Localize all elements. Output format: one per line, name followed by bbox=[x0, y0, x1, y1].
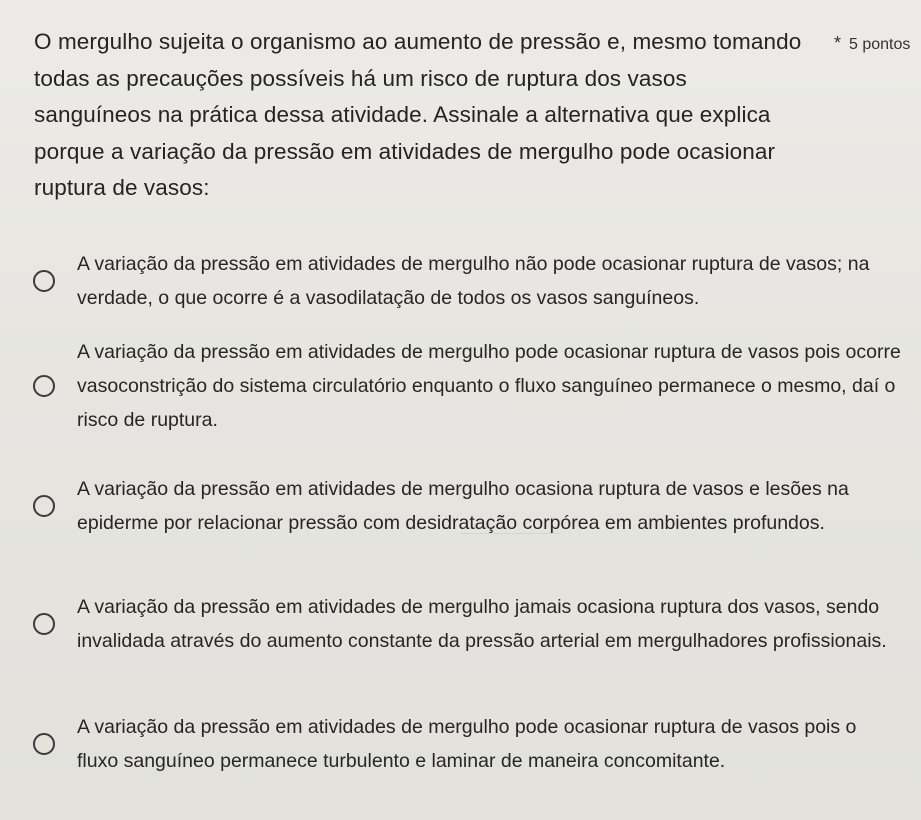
option-4[interactable] bbox=[32, 566, 912, 682]
required-asterisk: * bbox=[834, 33, 842, 53]
option-3[interactable] bbox=[32, 448, 912, 564]
question-header bbox=[34, 24, 914, 207]
radio-button-2[interactable] bbox=[33, 375, 55, 397]
option-2[interactable] bbox=[32, 328, 912, 444]
option-1[interactable] bbox=[32, 236, 912, 326]
radio-button-1[interactable] bbox=[33, 270, 55, 292]
question-text: O mergulho sujeita o organismo ao aumento de pressão e, mesmo tomando todas as precauções possíveis há um risco de ruptura dos vasos sanguíneos na prática dessa atividade. Assinale a alternativa que explica porque a variação da pressão em atividades de mergulho pode ocasionar ruptura de vasos: bbox=[34, 29, 802, 200]
answer-options bbox=[32, 236, 912, 802]
points-value: 5 pontos bbox=[849, 36, 911, 53]
option-2-label: A variação da pressão em atividades de mergulho pode ocasionar ruptura de vasos pois ocorre vasoconstrição do sistema circulatório enquanto o fluxo sanguíneo permanece o mesmo, daí o risco de ruptura. bbox=[77, 341, 901, 431]
option-5-label: A variação da pressão em atividades de mergulho pode ocasionar ruptura de vasos pois o fluxo sanguíneo permanece turbulento e laminar de maneira concomitante. bbox=[77, 716, 857, 772]
option-3-label: A variação da pressão em atividades de mergulho ocasiona ruptura de vasos e lesões na epiderme por relacionar pressão com desidratação corpórea em ambientes profundos. bbox=[77, 478, 849, 534]
radio-button-5[interactable] bbox=[33, 733, 55, 755]
radio-button-4[interactable] bbox=[33, 613, 55, 635]
option-4-label: A variação da pressão em atividades de mergulho jamais ocasiona ruptura dos vasos, sendo invalidada através do aumento constante da pressão arterial em mergulhadores profissionais. bbox=[77, 596, 887, 652]
points-label bbox=[834, 33, 910, 54]
option-1-label: A variação da pressão em atividades de mergulho não pode ocasionar ruptura de vasos; na verdade, o que ocorre é a vasodilatação de todos os vasos sanguíneos. bbox=[77, 253, 870, 309]
option-5[interactable] bbox=[32, 686, 912, 802]
paper-smudge bbox=[460, 533, 560, 534]
radio-button-3[interactable] bbox=[33, 495, 55, 517]
